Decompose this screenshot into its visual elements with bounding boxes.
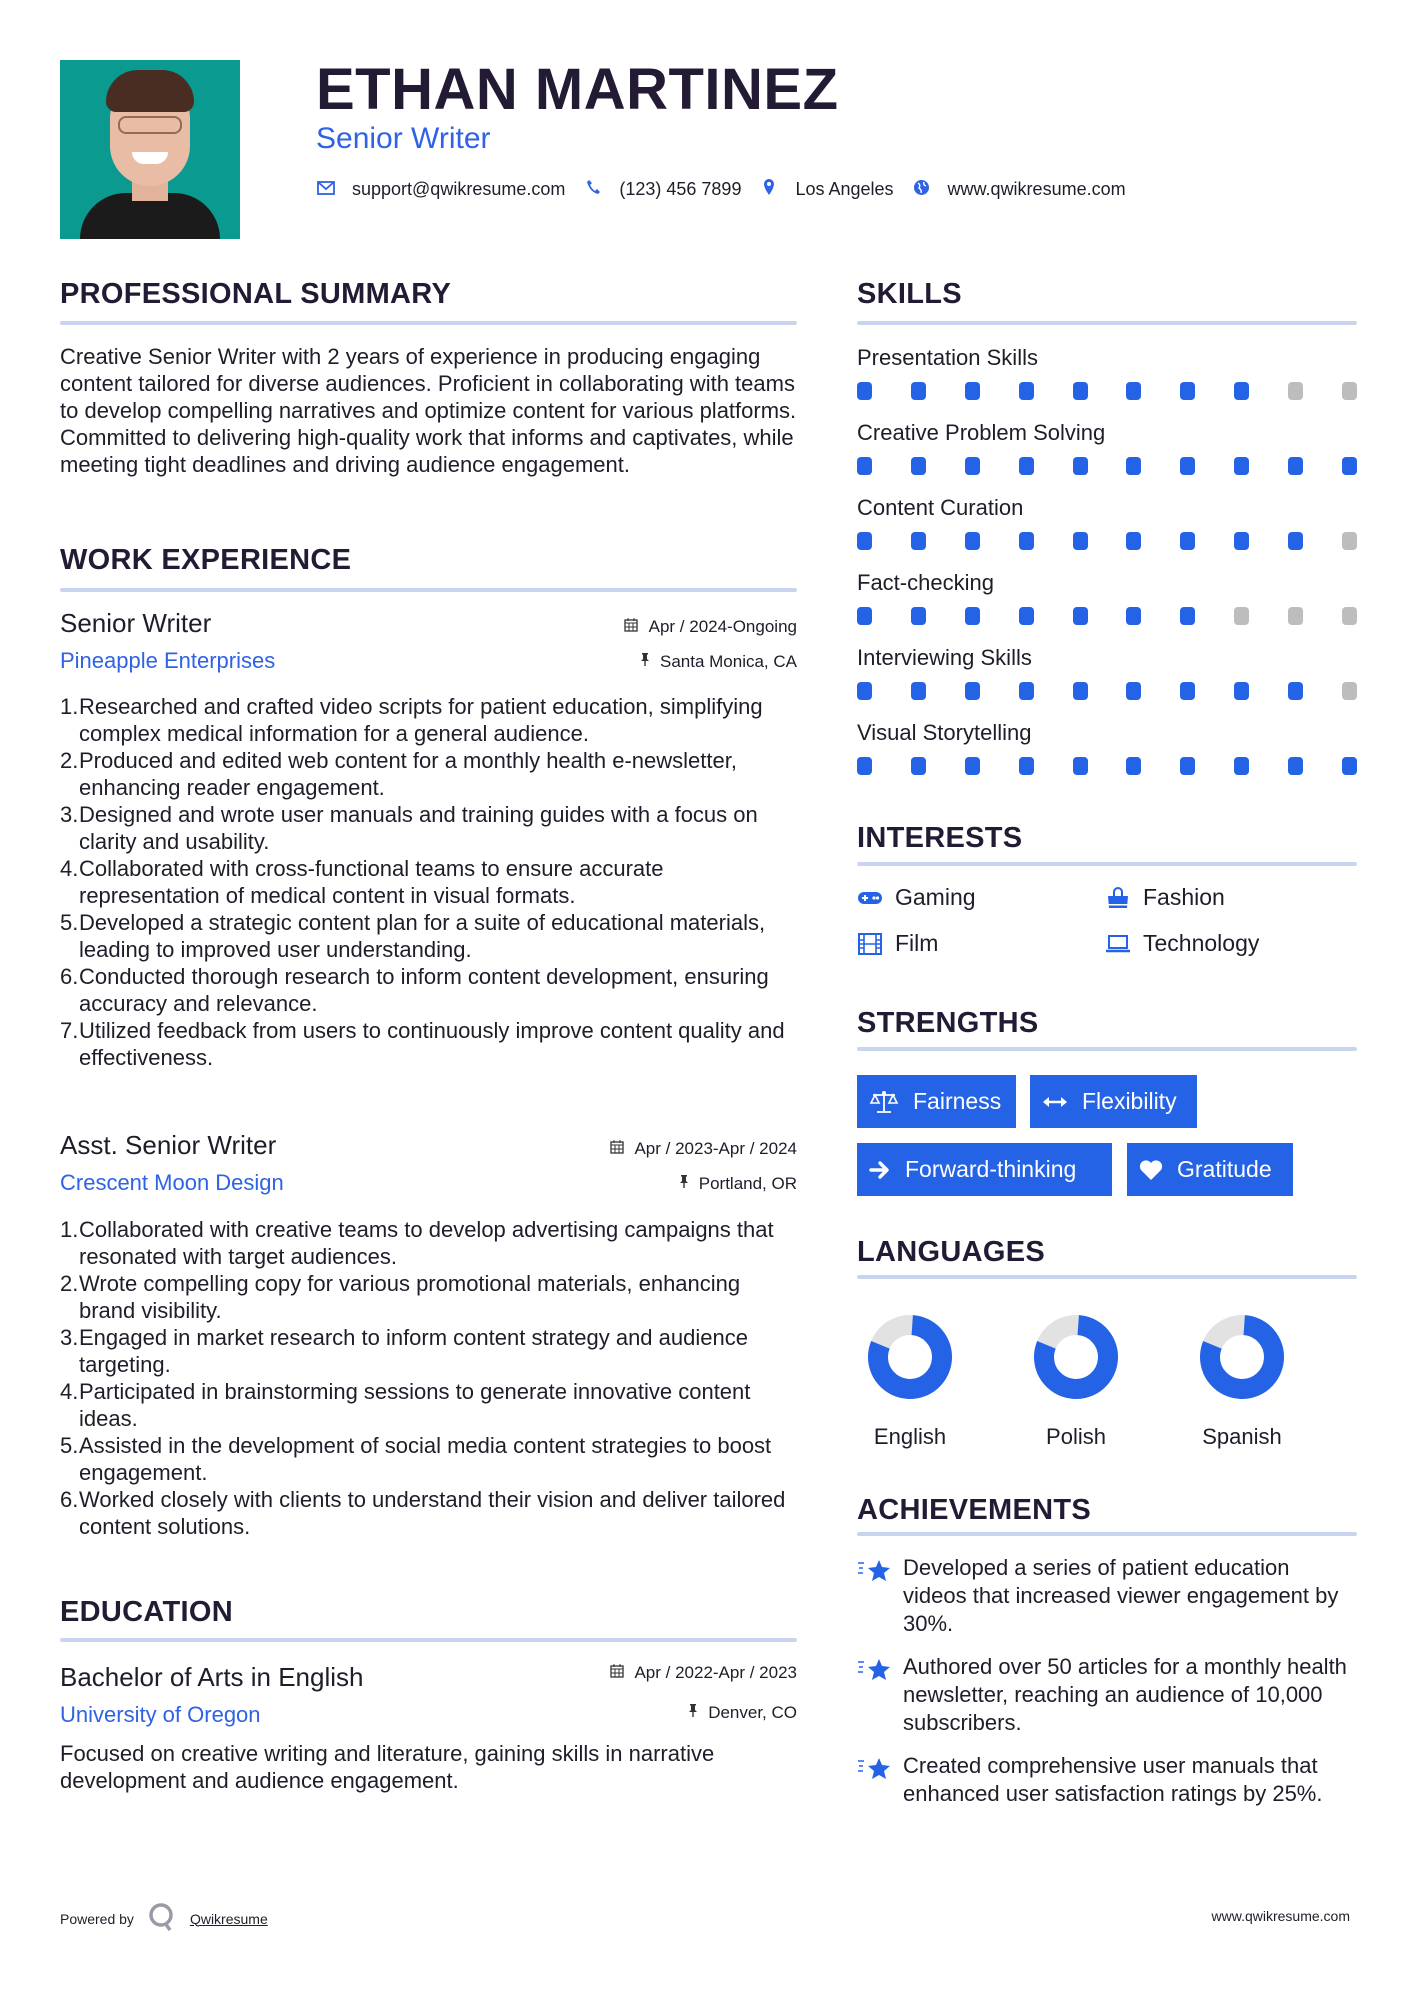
calendar-icon [624, 619, 642, 636]
section-divider [857, 321, 1357, 325]
section-divider [857, 1047, 1357, 1051]
skill-dot [1180, 607, 1195, 625]
strength-badge-gratitude: Gratitude [1127, 1143, 1293, 1196]
skill-dot [1073, 757, 1088, 775]
skill-dot [1073, 532, 1088, 550]
section-heading-interests: INTERESTS [857, 822, 1023, 854]
skill-dot [1180, 457, 1195, 475]
interest-technology: Technology [1105, 930, 1259, 957]
skill-dot [1019, 382, 1034, 400]
skill-dot [1288, 757, 1303, 775]
job-bullet-list [60, 693, 797, 1071]
education-location: Denver, CO [688, 1703, 797, 1723]
contact-website[interactable]: www.qwikresume.com [912, 179, 1126, 201]
skill-dot [1234, 457, 1249, 475]
skill-dot [1073, 457, 1088, 475]
strength-badge-forward-thinking: Forward-thinking [857, 1143, 1112, 1196]
skill-dot [1234, 757, 1249, 775]
star-icon [857, 1554, 903, 1638]
skill-dot [911, 532, 926, 550]
list-item: 5. Assisted in the development of social media content strategies to boost engagement. [60, 1433, 772, 1485]
job-location: Portland, OR [679, 1174, 797, 1194]
skill-dot [911, 682, 926, 700]
strength-badge-fairness: Fairness [857, 1075, 1016, 1128]
section-heading-languages: LANGUAGES [857, 1236, 1045, 1268]
skill-dot [1288, 607, 1303, 625]
skill-rating [857, 757, 1357, 775]
list-item: 6. Conducted thorough research to inform content development, ensuring accuracy and relevance. [60, 964, 769, 1016]
company-name: Pineapple Enterprises [60, 648, 276, 673]
skill-name: Presentation Skills [857, 345, 1038, 370]
degree-title: Bachelor of Arts in English [60, 1662, 364, 1692]
language-spanish [1187, 1312, 1297, 1450]
skill-dot [1126, 682, 1141, 700]
skill-dot [1234, 382, 1249, 400]
candidate-name: ETHAN MARTINEZ [316, 57, 839, 122]
pushpin-icon [688, 1705, 702, 1722]
skill-dot [1288, 457, 1303, 475]
contact-phone[interactable]: (123) 456 7899 [583, 179, 741, 200]
skill-dot [1126, 382, 1141, 400]
skill-dot [1234, 532, 1249, 550]
pushpin-icon [679, 1176, 693, 1193]
skill-dot [1019, 757, 1034, 775]
balance-scale-icon [869, 1090, 899, 1114]
skill-rating [857, 607, 1357, 625]
company-name: Crescent Moon Design [60, 1170, 284, 1195]
arrow-right-icon [869, 1160, 891, 1180]
achievement-item: Developed a series of patient education videos that increased viewer engagement by 30%. [857, 1554, 1357, 1638]
pushpin-icon [640, 654, 654, 671]
skill-dot [1126, 457, 1141, 475]
language-proficiency-donut [1031, 1312, 1121, 1402]
school-name: University of Oregon [60, 1702, 261, 1727]
language-proficiency-donut [865, 1312, 955, 1402]
list-item: 1. Researched and crafted video scripts for patient education, simplifying complex medical information for a general audience. [60, 694, 763, 746]
skill-dot [1126, 757, 1141, 775]
language-proficiency-donut [1197, 1312, 1287, 1402]
job-title: Senior Writer [60, 608, 212, 638]
list-item: 4. Participated in brainstorming sessions to generate innovative content ideas. [60, 1379, 751, 1431]
skill-dot [1019, 682, 1034, 700]
language-name: Spanish [1202, 1424, 1282, 1449]
skill-name: Content Curation [857, 495, 1024, 520]
skill-dot [857, 457, 872, 475]
language-name: Polish [1046, 1424, 1106, 1449]
skill-dot [857, 532, 872, 550]
skill-dot [965, 382, 980, 400]
skill-dot [965, 682, 980, 700]
skill-dot [857, 607, 872, 625]
shopping-bag-icon [1105, 887, 1131, 909]
interest-gaming: Gaming [857, 884, 976, 911]
interest-film: Film [857, 930, 938, 957]
job-bullet-list [60, 1216, 797, 1540]
skill-name: Creative Problem Solving [857, 420, 1106, 445]
skill-rating [857, 457, 1357, 475]
skill-dot [1073, 607, 1088, 625]
globe-icon [912, 179, 932, 201]
skill-dot [965, 532, 980, 550]
contact-bar [316, 178, 1144, 201]
gamepad-icon [857, 887, 883, 909]
skill-dot [965, 457, 980, 475]
heart-icon [1139, 1159, 1163, 1181]
section-divider [60, 321, 797, 325]
laptop-icon [1105, 933, 1131, 955]
skill-rating [857, 682, 1357, 700]
contact-location: Los Angeles [759, 178, 893, 201]
map-pin-icon [759, 178, 779, 201]
phone-icon [583, 179, 603, 200]
job-title: Asst. Senior Writer [60, 1130, 277, 1160]
language-name: English [873, 1424, 947, 1449]
skill-dot [1180, 532, 1195, 550]
list-item: 5. Developed a strategic content plan for a suite of educational materials, leading to improved user understanding. [60, 910, 766, 962]
skill-dot [1180, 757, 1195, 775]
film-icon [857, 933, 883, 955]
skill-dot [911, 607, 926, 625]
skill-dot [857, 382, 872, 400]
section-divider [857, 862, 1357, 866]
section-heading-skills: SKILLS [857, 278, 962, 310]
calendar-icon [610, 1665, 628, 1682]
skill-dot [1180, 682, 1195, 700]
skill-dot [1126, 607, 1141, 625]
section-divider [857, 1532, 1357, 1536]
skill-name: Interviewing Skills [857, 645, 1032, 670]
summary-text: Creative Senior Writer with 2 years of experience in producing engaging content tailored for diverse audiences. Proficient in collaborating with teams to develop compelling narratives and optimize content for various platforms. Committed to delivering high-quality work that informs and captivates, while meeting tight deadlines and driving audience engagement. [60, 344, 797, 477]
skill-dot [965, 757, 980, 775]
skill-dot [1342, 682, 1357, 700]
skill-dot [1288, 382, 1303, 400]
section-heading-achievements: ACHIEVEMENTS [857, 1494, 1092, 1526]
education-description: Focused on creative writing and literature, gaining skills in narrative development and audience engagement. [60, 1741, 715, 1793]
skill-dot [965, 607, 980, 625]
list-item: 3. Engaged in market research to inform content strategy and audience targeting. [60, 1325, 748, 1377]
section-heading-experience: WORK EXPERIENCE [60, 544, 352, 576]
section-heading-strengths: STRENGTHS [857, 1007, 1039, 1039]
profile-photo [60, 60, 240, 239]
language-english [855, 1312, 965, 1450]
skill-dot [1180, 382, 1195, 400]
skill-dot [1342, 382, 1357, 400]
strength-badge-flexibility: Flexibility [1030, 1075, 1197, 1128]
skill-dot [1288, 682, 1303, 700]
list-item: 2. Wrote compelling copy for various promotional materials, enhancing brand visibility. [60, 1271, 741, 1323]
achievement-item: Created comprehensive user manuals that enhanced user satisfaction ratings by 25%. [857, 1752, 1357, 1808]
skill-dot [1342, 607, 1357, 625]
skill-dot [1342, 457, 1357, 475]
skill-dot [911, 382, 926, 400]
skill-rating [857, 532, 1357, 550]
footer-website: www.qwikresume.com [1211, 1908, 1350, 1924]
footer-powered-by: Powered by Qwikresume [60, 1902, 268, 1935]
qwikresume-logo-icon [148, 1902, 176, 1935]
list-item: 1. Collaborated with creative teams to develop advertising campaigns that resonated with target audiences. [60, 1217, 774, 1269]
list-item: 6. Worked closely with clients to understand their vision and deliver tailored content solutions. [60, 1487, 786, 1539]
skill-dot [1126, 532, 1141, 550]
contact-email[interactable]: support@qwikresume.com [316, 179, 565, 200]
skill-dot [857, 757, 872, 775]
section-heading-education: EDUCATION [60, 1596, 233, 1628]
skill-dot [1234, 607, 1249, 625]
envelope-icon [316, 180, 336, 200]
skill-dot [1234, 682, 1249, 700]
skill-rating [857, 382, 1357, 400]
star-icon [857, 1653, 903, 1737]
job-dates: Apr / 2023-Apr / 2024 [610, 1139, 797, 1159]
section-divider [60, 1638, 797, 1642]
list-item: 4. Collaborated with cross-functional teams to ensure accurate representation of medical content in visual formats. [60, 856, 664, 908]
education-dates: Apr / 2022-Apr / 2023 [610, 1663, 797, 1683]
star-icon [857, 1752, 903, 1808]
list-item: 2. Produced and edited web content for a monthly health e-newsletter, enhancing reader engagement. [60, 748, 737, 800]
job-location: Santa Monica, CA [640, 652, 797, 672]
qwikresume-link[interactable]: Qwikresume [189, 1910, 268, 1927]
skill-dot [1073, 682, 1088, 700]
skill-dot [1019, 532, 1034, 550]
skill-dot [1019, 457, 1034, 475]
achievement-item: Authored over 50 articles for a monthly health newsletter, reaching an audience of 10,000 subscribers. [857, 1653, 1357, 1737]
section-divider [857, 1275, 1357, 1279]
skill-name: Visual Storytelling [857, 720, 1032, 745]
skill-dot [1019, 607, 1034, 625]
skill-dot [911, 757, 926, 775]
interest-fashion: Fashion [1105, 884, 1225, 911]
section-heading-summary: PROFESSIONAL SUMMARY [60, 278, 452, 310]
skill-dot [1342, 757, 1357, 775]
candidate-title: Senior Writer [316, 122, 491, 155]
job-dates: Apr / 2024-Ongoing [624, 617, 797, 637]
section-divider [60, 588, 797, 592]
skill-dot [911, 457, 926, 475]
arrows-horizontal-icon [1042, 1095, 1068, 1109]
list-item: 7. Utilized feedback from users to continuously improve content quality and effectiveness. [60, 1018, 785, 1070]
skill-dot [857, 682, 872, 700]
skill-dot [1073, 382, 1088, 400]
language-polish [1021, 1312, 1131, 1450]
calendar-icon [610, 1141, 628, 1158]
skill-dot [1288, 532, 1303, 550]
skill-name: Fact-checking [857, 570, 994, 595]
skill-dot [1342, 532, 1357, 550]
list-item: 3. Designed and wrote user manuals and training guides with a focus on clarity and usability. [60, 802, 758, 854]
